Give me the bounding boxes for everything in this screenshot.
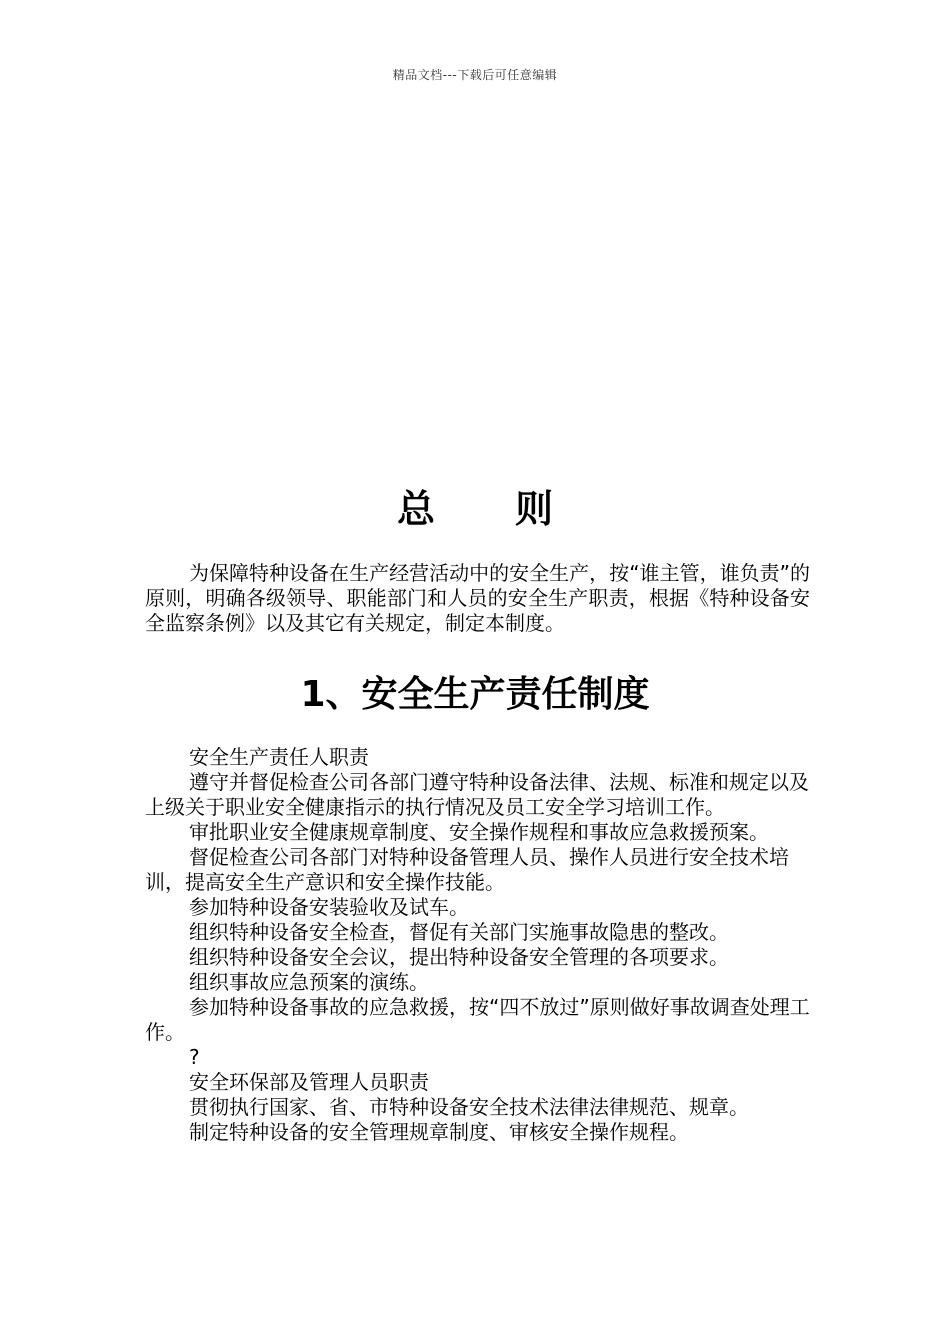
body-paragraph: 遵守并督促检查公司各部门遵守特种设备法律、法规、标准和规定以及上级关于职业安全健康指示的执行情况及员工安全学习培训工作。 [145,770,809,819]
subheading-responsible-person: 安全生产责任人职责 [189,745,369,769]
body-paragraph: 组织特种设备安全会议，提出特种设备安全管理的各项要求。 [189,945,729,969]
section-heading: 1、安全生产责任制度 [300,674,650,715]
document-title [0,478,950,533]
placeholder-mark: ? [189,1045,200,1069]
body-paragraph: 组织事故应急预案的演练。 [189,970,429,994]
body-paragraph: 制定特种设备的安全管理规章制度、审核安全操作规程。 [189,1120,689,1144]
section-body [145,745,810,1145]
intro-paragraph: 为保障特种设备在生产经营活动中的安全生产，按“谁主管，谁负责”的原则，明确各级领导、职能部门和人员的安全生产职责，根据《特种设备安全监察条例》以及其它有关规定，制定本制度。 [145,561,810,635]
title-char-left: 总 [396,487,435,531]
body-paragraph: 参加特种设备事故的应急救援，按“四不放过”原则做好事故调查处理工作。 [145,995,810,1044]
body-paragraph: 审批职业安全健康规章制度、安全操作规程和事故应急救援预案。 [189,820,769,844]
page-header-note: 精品文档---下载后可任意编辑 [392,68,558,82]
body-paragraph: 参加特种设备安装验收及试车。 [189,895,469,919]
title-char-right: 则 [515,487,554,531]
body-paragraph: 贯彻执行国家、省、市特种设备安全技术法律法律规范、规章。 [189,1095,749,1119]
subheading-safety-department: 安全环保部及管理人员职责 [189,1070,429,1094]
body-paragraph: 组织特种设备安全检查，督促有关部门实施事故隐患的整改。 [189,920,729,944]
body-paragraph: 督促检查公司各部门对特种设备管理人员、操作人员进行安全技术培训，提高安全生产意识和安全操作技能。 [145,845,789,894]
